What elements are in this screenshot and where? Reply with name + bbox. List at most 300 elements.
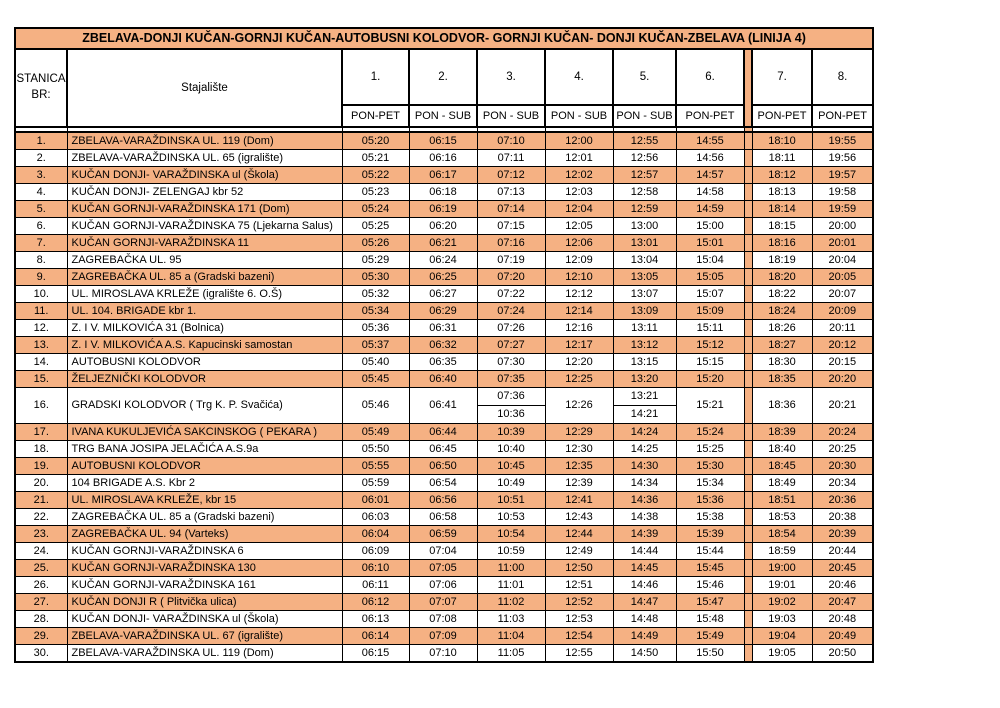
time-cell: 07:09 [409, 628, 477, 645]
time-cell: 18:49 [752, 475, 812, 492]
time-cell: 07:22 [477, 286, 545, 303]
trip-number-header: 6. [676, 49, 744, 105]
gap-column-cell [744, 475, 752, 492]
time-cell: 15:24 [676, 424, 744, 441]
time-cell: 07:04 [409, 543, 477, 560]
stop-name-cell: KUČAN GORNJI-VARAŽDINSKA 171 (Dom) [67, 201, 342, 218]
time-cell: 06:24 [409, 252, 477, 269]
day-label-header: PON-PET [676, 105, 744, 127]
time-cell: 20:11 [812, 320, 873, 337]
trip-number-header: 2. [409, 49, 477, 105]
time-cell: 15:49 [676, 628, 744, 645]
timetable-row [15, 577, 873, 594]
gap-column-cell [744, 286, 752, 303]
time-cell: 13:09 [613, 303, 676, 320]
time-cell: 20:04 [812, 252, 873, 269]
time-cell: 18:59 [752, 543, 812, 560]
time-cell: 15:20 [676, 371, 744, 388]
time-cell: 18:19 [752, 252, 812, 269]
time-cell: 19:56 [812, 150, 873, 167]
time-cell: 10:49 [477, 475, 545, 492]
time-cell: 14:49 [613, 628, 676, 645]
stop-name-cell: Z. I V. MILKOVIĆA 31 (Bolnica) [67, 320, 342, 337]
stop-name-cell: ZAGREBAČKA UL. 85 a (Gradski bazeni) [67, 269, 342, 286]
time-cell: 15:01 [676, 235, 744, 252]
station-number-cell: 10. [15, 286, 67, 303]
station-number-cell: 23. [15, 526, 67, 543]
time-cell: 07:08 [409, 611, 477, 628]
station-number-cell: 1. [15, 132, 67, 150]
time-cell: 14:48 [613, 611, 676, 628]
time-cell: 14:47 [613, 594, 676, 611]
time-cell: 18:27 [752, 337, 812, 354]
time-cell: 05:22 [342, 167, 409, 184]
timetable-row [15, 184, 873, 201]
gap-column-cell [744, 269, 752, 286]
station-number-cell: 16. [15, 388, 67, 424]
time-cell: 06:35 [409, 354, 477, 371]
time-cell: 20:25 [812, 441, 873, 458]
time-cell: 12:44 [545, 526, 613, 543]
time-cell: 18:39 [752, 424, 812, 441]
timetable-row [15, 441, 873, 458]
time-cell: 20:24 [812, 424, 873, 441]
gap-column-cell [744, 509, 752, 526]
time-cell: 18:35 [752, 371, 812, 388]
time-cell: 18:51 [752, 492, 812, 509]
station-number-cell: 24. [15, 543, 67, 560]
station-number-cell: 25. [15, 560, 67, 577]
timetable-row [15, 526, 873, 543]
time-cell: 06:19 [409, 201, 477, 218]
time-cell: 19:02 [752, 594, 812, 611]
time-cell: 15:48 [676, 611, 744, 628]
station-col-header: STANICA BR: [15, 49, 67, 127]
stop-name-cell: AUTOBUSNI KOLODVOR [67, 354, 342, 371]
day-label-header: PON - SUB [409, 105, 477, 127]
time-cell: 12:16 [545, 320, 613, 337]
stop-name-cell: ZBELAVA-VARAŽDINSKA UL. 67 (igralište) [67, 628, 342, 645]
time-cell: 12:35 [545, 458, 613, 475]
time-cell: 12:14 [545, 303, 613, 320]
time-cell: 20:21 [812, 388, 873, 424]
time-cell: 05:25 [342, 218, 409, 235]
timetable-row [15, 167, 873, 184]
stop-name-cell: UL. MIROSLAVA KRLEŽE, kbr 15 [67, 492, 342, 509]
time-cell: 14:44 [613, 543, 676, 560]
station-number-cell: 29. [15, 628, 67, 645]
time-cell: 14:55 [676, 132, 744, 150]
station-number-cell: 8. [15, 252, 67, 269]
time-cell: 20:12 [812, 337, 873, 354]
gap-column-cell [744, 167, 752, 184]
timetable-row [15, 628, 873, 645]
time-cell: 20:36 [812, 492, 873, 509]
time-cell: 12:55 [545, 645, 613, 663]
time-cell: 12:01 [545, 150, 613, 167]
time-cell: 18:11 [752, 150, 812, 167]
time-cell: 14:34 [613, 475, 676, 492]
time-cell: 05:30 [342, 269, 409, 286]
time-cell: 18:16 [752, 235, 812, 252]
time-cell: 14:25 [613, 441, 676, 458]
time-cell: 05:24 [342, 201, 409, 218]
stop-name-cell: ZAGREBAČKA UL. 94 (Varteks) [67, 526, 342, 543]
station-number-cell: 3. [15, 167, 67, 184]
time-cell: 06:41 [409, 388, 477, 424]
timetable-row [15, 458, 873, 475]
trip-number-header: 1. [342, 49, 409, 105]
time-cell: 05:23 [342, 184, 409, 201]
timetable [14, 27, 874, 663]
time-cell: 20:30 [812, 458, 873, 475]
time-cell: 12:59 [613, 201, 676, 218]
time-cell: 12:30 [545, 441, 613, 458]
time-cell: 12:55 [613, 132, 676, 150]
stop-name-cell: AUTOBUSNI KOLODVOR [67, 458, 342, 475]
time-cell: 14:46 [613, 577, 676, 594]
time-cell: 07:16 [477, 235, 545, 252]
time-cell: 20:09 [812, 303, 873, 320]
station-number-cell: 30. [15, 645, 67, 663]
time-cell: 12:00 [545, 132, 613, 150]
time-cell: 18:20 [752, 269, 812, 286]
time-cell: 14:56 [676, 150, 744, 167]
gap-column-cell [744, 235, 752, 252]
time-cell: 06:44 [409, 424, 477, 441]
time-cell: 12:49 [545, 543, 613, 560]
time-cell: 18:12 [752, 167, 812, 184]
time-cell: 05:21 [342, 150, 409, 167]
time-cell: 15:04 [676, 252, 744, 269]
station-number-cell: 7. [15, 235, 67, 252]
gap-column-cell [744, 424, 752, 441]
time-cell: 12:12 [545, 286, 613, 303]
time-cell: 07:05 [409, 560, 477, 577]
time-cell: 20:01 [812, 235, 873, 252]
day-label-header: PON-PET [812, 105, 873, 127]
time-cell: 12:51 [545, 577, 613, 594]
day-label-header: PON-PET [752, 105, 812, 127]
timetable-row [15, 320, 873, 337]
time-cell: 14:59 [676, 201, 744, 218]
time-cell: 20:15 [812, 354, 873, 371]
time-cell: 20:48 [812, 611, 873, 628]
time-cell: 12:25 [545, 371, 613, 388]
time-cell: 14:30 [613, 458, 676, 475]
gap-column-cell [744, 337, 752, 354]
time-cell: 18:40 [752, 441, 812, 458]
time-cell: 12:52 [545, 594, 613, 611]
table-title: ZBELAVA-DONJI KUČAN-GORNJI KUČAN-AUTOBUSNI KOLODVOR- GORNJI KUČAN- DONJI KUČAN-ZBELAVA (LINIJA 4) [15, 28, 873, 49]
stop-name-cell: KUČAN DONJI R ( Plitvička ulica) [67, 594, 342, 611]
time-cell: 19:59 [812, 201, 873, 218]
time-cell: 06:11 [342, 577, 409, 594]
time-cell: 06:12 [342, 594, 409, 611]
time-cell: 07:19 [477, 252, 545, 269]
time-cell: 12:41 [545, 492, 613, 509]
gap-column-cell [744, 388, 752, 424]
time-cell: 07:27 [477, 337, 545, 354]
time-cell: 05:37 [342, 337, 409, 354]
gap-column-cell [744, 594, 752, 611]
day-label-header: PON - SUB [545, 105, 613, 127]
timetable-row [15, 543, 873, 560]
station-number-cell: 22. [15, 509, 67, 526]
time-cell: 07:35 [477, 371, 545, 388]
timetable-row [15, 645, 873, 663]
time-cell: 20:49 [812, 628, 873, 645]
time-cell: 18:15 [752, 218, 812, 235]
time-cell: 19:05 [752, 645, 812, 663]
station-number-cell: 6. [15, 218, 67, 235]
gap-column-cell [744, 441, 752, 458]
day-label-header: PON - SUB [477, 105, 545, 127]
time-cell: 06:17 [409, 167, 477, 184]
trip-number-header-row [15, 49, 873, 105]
time-cell: 06:04 [342, 526, 409, 543]
time-cell: 12:02 [545, 167, 613, 184]
time-cell: 11:03 [477, 611, 545, 628]
split-time-wrapper [478, 388, 545, 423]
time-cell: 06:10 [342, 560, 409, 577]
time-cell: 06:20 [409, 218, 477, 235]
time-cell: 15:44 [676, 543, 744, 560]
time-cell: 10:40 [477, 441, 545, 458]
stop-name-cell: KUČAN GORNJI-VARAŽDINSKA 130 [67, 560, 342, 577]
timetable-row [15, 132, 873, 150]
stop-name-cell: TRG BANA JOSIPA JELAČIĆA A.S.9a [67, 441, 342, 458]
time-cell: 13:11 [613, 320, 676, 337]
time-cell: 18:24 [752, 303, 812, 320]
time-cell: 07:20 [477, 269, 545, 286]
stop-name-cell: Z. I V. MILKOVIĆA A.S. Kapucinski samostan [67, 337, 342, 354]
time-cell: 12:29 [545, 424, 613, 441]
time-cell: 05:40 [342, 354, 409, 371]
time-cell: 18:13 [752, 184, 812, 201]
time-cell: 05:26 [342, 235, 409, 252]
time-cell: 15:12 [676, 337, 744, 354]
time-cell: 20:47 [812, 594, 873, 611]
time-cell: 11:01 [477, 577, 545, 594]
time-cell: 13:15 [613, 354, 676, 371]
timetable-row [15, 235, 873, 252]
time-value: 14:21 [630, 408, 659, 420]
station-number-cell: 26. [15, 577, 67, 594]
time-cell: 15:05 [676, 269, 744, 286]
stop-name-cell: KUČAN DONJI- ZELENGAJ kbr 52 [67, 184, 342, 201]
station-number-cell: 14. [15, 354, 67, 371]
time-cell: 10:45 [477, 458, 545, 475]
time-cell: 07:11 [477, 150, 545, 167]
timetable-row [15, 269, 873, 286]
time-cell: 12:43 [545, 509, 613, 526]
time-cell: 06:03 [342, 509, 409, 526]
gap-column-cell [744, 320, 752, 337]
time-value: 07:36 [478, 388, 545, 406]
gap-column-cell [744, 371, 752, 388]
time-cell: 05:46 [342, 388, 409, 424]
time-cell: 14:58 [676, 184, 744, 201]
time-cell: 18:26 [752, 320, 812, 337]
trip-number-header: 4. [545, 49, 613, 105]
timetable-body [15, 132, 873, 662]
stop-name-cell: UL. MIROSLAVA KRLEŽE (igralište 6. O.Š) [67, 286, 342, 303]
gap-column-cell [744, 577, 752, 594]
time-cell: 06:14 [342, 628, 409, 645]
time-cell: 15:25 [676, 441, 744, 458]
trip-number-header: 8. [812, 49, 873, 105]
time-cell: 06:29 [409, 303, 477, 320]
time-cell: 12:05 [545, 218, 613, 235]
time-cell: 15:39 [676, 526, 744, 543]
day-label-header: PON-PET [342, 105, 409, 127]
time-cell: 12:53 [545, 611, 613, 628]
time-cell: 06:16 [409, 150, 477, 167]
timetable-row [15, 286, 873, 303]
trip-number-header: 5. [613, 49, 676, 105]
time-cell: 14:39 [613, 526, 676, 543]
time-cell: 12:17 [545, 337, 613, 354]
time-cell: 06:27 [409, 286, 477, 303]
station-number-cell: 9. [15, 269, 67, 286]
time-cell: 05:50 [342, 441, 409, 458]
time-cell: 20:07 [812, 286, 873, 303]
time-cell: 13:00 [613, 218, 676, 235]
time-cell: 07:10 [409, 645, 477, 663]
station-number-cell: 5. [15, 201, 67, 218]
timetable-row [15, 492, 873, 509]
station-number-cell: 28. [15, 611, 67, 628]
gap-column-cell [744, 543, 752, 560]
time-cell: 18:14 [752, 201, 812, 218]
time-cell: 14:36 [613, 492, 676, 509]
day-label-header: PON - SUB [613, 105, 676, 127]
time-cell: 06:59 [409, 526, 477, 543]
time-cell: 20:44 [812, 543, 873, 560]
time-cell: 19:01 [752, 577, 812, 594]
time-cell: 06:15 [409, 132, 477, 150]
time-cell: 07:24 [477, 303, 545, 320]
time-cell: 06:09 [342, 543, 409, 560]
time-cell: 12:50 [545, 560, 613, 577]
timetable-row [15, 337, 873, 354]
stop-name-cell: KUČAN DONJI- VARAŽDINSKA ul (Škola) [67, 167, 342, 184]
time-cell: 06:56 [409, 492, 477, 509]
time-cell: 20:50 [812, 645, 873, 663]
stop-name-cell: KUČAN DONJI- VARAŽDINSKA ul (Škola) [67, 611, 342, 628]
time-cell: 10:59 [477, 543, 545, 560]
time-cell: 06:21 [409, 235, 477, 252]
timetable-row [15, 303, 873, 320]
timetable-row [15, 611, 873, 628]
time-cell: 20:20 [812, 371, 873, 388]
time-cell: 05:49 [342, 424, 409, 441]
gap-column-cell [744, 184, 752, 201]
station-number-cell: 21. [15, 492, 67, 509]
time-cell: 06:15 [342, 645, 409, 663]
stop-name-cell: ZBELAVA-VARAŽDINSKA UL. 119 (Dom) [67, 132, 342, 150]
time-cell: 10:54 [477, 526, 545, 543]
time-cell: 13:01 [613, 235, 676, 252]
timetable-row [15, 594, 873, 611]
station-number-cell: 2. [15, 150, 67, 167]
stop-name-cell: UL. 104. BRIGADE kbr 1. [67, 303, 342, 320]
time-cell: 10:39 [477, 424, 545, 441]
gap-column-cell [744, 526, 752, 543]
stop-name-cell: KUČAN GORNJI-VARAŽDINSKA 11 [67, 235, 342, 252]
station-number-cell: 13. [15, 337, 67, 354]
time-cell: 06:40 [409, 371, 477, 388]
timetable-row [15, 388, 873, 424]
time-cell: 06:45 [409, 441, 477, 458]
stop-name-cell: KUČAN GORNJI-VARAŽDINSKA 75 (Ljekarna Salus) [67, 218, 342, 235]
time-cell: 15:09 [676, 303, 744, 320]
time-cell: 07:06 [409, 577, 477, 594]
stop-name-cell: 104 BRIGADE A.S. Kbr 2 [67, 475, 342, 492]
time-cell: 14:57 [676, 167, 744, 184]
time-cell: 14:24 [613, 424, 676, 441]
time-cell: 15:21 [676, 388, 744, 424]
time-cell: 05:20 [342, 132, 409, 150]
time-cell: 07:26 [477, 320, 545, 337]
timetable-row [15, 201, 873, 218]
timetable-row [15, 218, 873, 235]
time-cell-split [477, 388, 545, 424]
timetable-row [15, 150, 873, 167]
time-cell: 10:53 [477, 509, 545, 526]
stop-name-cell: ZBELAVA-VARAŽDINSKA UL. 65 (igralište) [67, 150, 342, 167]
time-cell: 18:22 [752, 286, 812, 303]
timetable-row [15, 509, 873, 526]
time-cell: 07:07 [409, 594, 477, 611]
time-cell: 15:11 [676, 320, 744, 337]
time-cell: 15:34 [676, 475, 744, 492]
time-cell-split [613, 388, 676, 424]
gap-column-cell [744, 560, 752, 577]
time-cell: 07:13 [477, 184, 545, 201]
time-cell: 15:50 [676, 645, 744, 663]
time-cell: 15:46 [676, 577, 744, 594]
time-cell: 18:45 [752, 458, 812, 475]
gap-column-cell [744, 611, 752, 628]
time-cell: 12:56 [613, 150, 676, 167]
stop-name-cell: ŽELJEZNIČKI KOLODVOR [67, 371, 342, 388]
stop-col-header: Stajalište [67, 49, 342, 127]
trip-number-header: 3. [477, 49, 545, 105]
station-number-cell: 19. [15, 458, 67, 475]
gap-column-cell [744, 645, 752, 663]
station-number-cell: 11. [15, 303, 67, 320]
gap-column-cell [744, 492, 752, 509]
time-cell: 12:20 [545, 354, 613, 371]
time-cell: 07:10 [477, 132, 545, 150]
stop-name-cell: ZAGREBAČKA UL. 95 [67, 252, 342, 269]
time-cell: 06:58 [409, 509, 477, 526]
time-cell: 15:36 [676, 492, 744, 509]
time-cell: 13:12 [613, 337, 676, 354]
time-cell: 05:34 [342, 303, 409, 320]
time-cell: 19:00 [752, 560, 812, 577]
gap-column-cell [744, 628, 752, 645]
time-cell: 12:06 [545, 235, 613, 252]
time-cell: 07:12 [477, 167, 545, 184]
split-time-wrapper [614, 388, 676, 423]
gap-column-cell [744, 132, 752, 150]
time-cell: 15:45 [676, 560, 744, 577]
time-cell: 12:03 [545, 184, 613, 201]
time-cell: 12:04 [545, 201, 613, 218]
